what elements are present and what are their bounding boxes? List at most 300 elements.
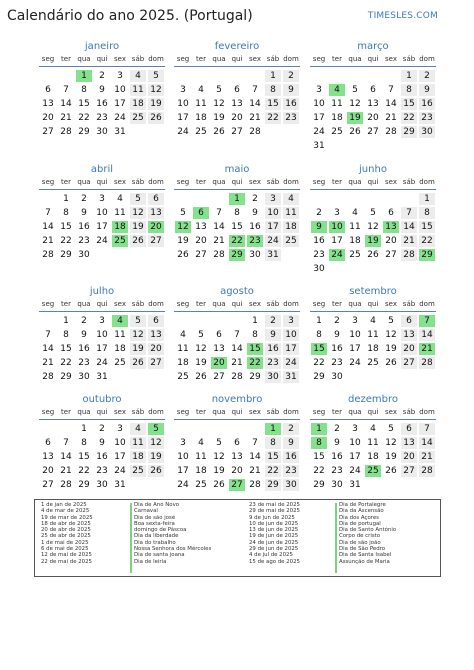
weekday-label: ter bbox=[61, 178, 71, 186]
day-cell: 1 bbox=[316, 316, 322, 326]
day-cell: 2 bbox=[283, 423, 299, 435]
holiday-day-cell: 20 bbox=[211, 357, 227, 369]
day-cell: 16 bbox=[283, 98, 299, 110]
holiday-name: Dia de Santo António bbox=[339, 527, 397, 534]
day-cell: 29 bbox=[249, 372, 261, 382]
holiday-date: 4 de mar de 2025 bbox=[41, 508, 90, 515]
day-cell: 28 bbox=[401, 249, 417, 261]
days-grid bbox=[174, 69, 300, 139]
day-cell: 25 bbox=[331, 127, 343, 137]
day-cell: 5 bbox=[388, 316, 394, 326]
empty-cell bbox=[193, 193, 209, 205]
day-cell: 18 bbox=[114, 344, 126, 354]
day-cell: 6 bbox=[148, 315, 164, 327]
day-cell: 15 bbox=[419, 221, 435, 233]
day-cell: 29 bbox=[60, 250, 72, 260]
day-cell: 30 bbox=[249, 250, 261, 260]
day-cell: 14 bbox=[249, 99, 261, 109]
holiday-day-cell: 25 bbox=[365, 465, 381, 477]
holiday-day-cell: 23 bbox=[247, 235, 263, 247]
day-cell: 20 bbox=[401, 343, 417, 355]
weekday-label: qui bbox=[231, 408, 243, 416]
day-cell: 12 bbox=[349, 99, 361, 109]
day-cell: 19 bbox=[130, 221, 146, 233]
empty-cell bbox=[329, 70, 345, 82]
day-cell: 7 bbox=[63, 85, 69, 95]
day-cell: 5 bbox=[388, 424, 394, 434]
day-cell: 27 bbox=[42, 480, 54, 490]
day-cell: 19 bbox=[148, 451, 164, 463]
day-cell: 6 bbox=[45, 438, 51, 448]
holiday-dates-col-2 bbox=[249, 502, 300, 565]
month-name: julho bbox=[89, 286, 115, 297]
month-setembro bbox=[310, 285, 436, 384]
day-cell: 10 bbox=[283, 329, 299, 341]
weekday-label: sex bbox=[114, 178, 126, 186]
weekday-label: sex bbox=[249, 178, 261, 186]
day-cell: 17 bbox=[349, 344, 361, 354]
day-cell: 28 bbox=[42, 372, 54, 382]
empty-cell bbox=[211, 70, 227, 82]
day-cell: 11 bbox=[195, 99, 207, 109]
weekday-label: qua bbox=[212, 408, 226, 416]
day-cell: 11 bbox=[177, 344, 189, 354]
holiday-day-cell: 1 bbox=[265, 423, 281, 435]
day-cell: 29 bbox=[313, 372, 325, 382]
weekday-label: ter bbox=[196, 408, 206, 416]
day-cell: 28 bbox=[213, 250, 225, 260]
day-cell: 6 bbox=[45, 85, 51, 95]
weekday-label: ter bbox=[61, 408, 71, 416]
month-junho bbox=[310, 163, 436, 276]
day-cell: 9 bbox=[283, 437, 299, 449]
day-cell: 15 bbox=[60, 222, 72, 232]
day-cell: 10 bbox=[177, 452, 189, 462]
weekday-label: qua bbox=[212, 55, 226, 63]
day-cell: 29 bbox=[265, 479, 281, 491]
holiday-date: 19 de jun de 2025 bbox=[249, 533, 299, 540]
day-cell: 23 bbox=[78, 236, 90, 246]
days-grid bbox=[39, 69, 165, 139]
weekday-label: sáb bbox=[266, 408, 280, 416]
empty-cell bbox=[247, 423, 263, 435]
month-dezembro bbox=[310, 393, 436, 492]
day-cell: 31 bbox=[349, 480, 361, 490]
day-cell: 5 bbox=[352, 85, 358, 95]
day-cell: 1 bbox=[265, 70, 281, 82]
empty-cell bbox=[383, 70, 399, 82]
days-grid bbox=[310, 422, 436, 492]
weekday-label: ter bbox=[61, 55, 71, 63]
day-cell: 16 bbox=[78, 344, 90, 354]
weekday-label: seg bbox=[176, 55, 190, 63]
day-cell: 17 bbox=[283, 343, 299, 355]
month-agosto bbox=[174, 285, 300, 384]
day-cell: 24 bbox=[96, 236, 108, 246]
day-cell: 24 bbox=[114, 466, 126, 476]
day-cell: 20 bbox=[231, 466, 243, 476]
month-name: setembro bbox=[349, 286, 397, 297]
day-cell: 9 bbox=[419, 84, 435, 96]
month-outubro bbox=[39, 393, 165, 492]
day-cell: 14 bbox=[401, 221, 417, 233]
day-cell: 1 bbox=[252, 316, 258, 326]
weekday-header bbox=[174, 54, 300, 67]
day-cell: 3 bbox=[117, 71, 123, 81]
holiday-date: 25 de abr de 2025 bbox=[41, 533, 91, 540]
empty-cell bbox=[175, 193, 191, 205]
weekday-label: sex bbox=[385, 55, 397, 63]
day-cell: 19 bbox=[385, 452, 397, 462]
day-cell: 2 bbox=[283, 70, 299, 82]
day-cell: 3 bbox=[180, 85, 186, 95]
weekday-label: sex bbox=[385, 178, 397, 186]
day-cell: 21 bbox=[213, 236, 225, 246]
weekday-label: ter bbox=[332, 178, 342, 186]
holiday-date: 29 de mai de 2025 bbox=[249, 508, 300, 515]
day-cell: 16 bbox=[249, 222, 261, 232]
days-grid bbox=[310, 192, 436, 276]
day-cell: 24 bbox=[265, 235, 281, 247]
day-cell: 18 bbox=[367, 344, 379, 354]
day-cell: 8 bbox=[316, 330, 322, 340]
day-cell: 11 bbox=[130, 84, 146, 96]
holiday-day-cell: 10 bbox=[329, 221, 345, 233]
month-name: fevereiro bbox=[214, 41, 260, 52]
day-cell: 28 bbox=[249, 127, 261, 137]
day-cell: 25 bbox=[177, 372, 189, 382]
weekday-label: sáb bbox=[266, 178, 280, 186]
day-cell: 17 bbox=[114, 99, 126, 109]
day-cell: 27 bbox=[385, 250, 397, 260]
day-cell: 13 bbox=[42, 99, 54, 109]
day-cell: 2 bbox=[334, 424, 340, 434]
day-cell: 31 bbox=[283, 371, 299, 383]
weekday-header bbox=[310, 407, 436, 420]
weekday-label: seg bbox=[312, 178, 326, 186]
day-cell: 8 bbox=[265, 84, 281, 96]
day-cell: 3 bbox=[352, 316, 358, 326]
day-cell: 23 bbox=[419, 112, 435, 124]
day-cell: 11 bbox=[114, 330, 126, 340]
day-cell: 21 bbox=[231, 358, 243, 368]
holiday-day-cell: 12 bbox=[175, 221, 191, 233]
day-cell: 12 bbox=[148, 437, 164, 449]
holiday-day-cell: 19 bbox=[347, 112, 363, 124]
weekday-label: qui bbox=[96, 408, 108, 416]
holiday-bar-2 bbox=[335, 503, 337, 573]
empty-cell bbox=[175, 315, 191, 327]
holiday-day-cell: 22 bbox=[247, 357, 263, 369]
empty-cell bbox=[193, 423, 209, 435]
day-cell: 21 bbox=[385, 113, 397, 123]
weekday-header bbox=[39, 407, 165, 420]
empty-cell bbox=[40, 193, 56, 205]
day-cell: 4 bbox=[370, 316, 376, 326]
day-cell: 20 bbox=[231, 113, 243, 123]
day-cell: 11 bbox=[283, 207, 299, 219]
day-cell: 15 bbox=[313, 452, 325, 462]
day-cell: 31 bbox=[313, 141, 325, 151]
weekday-label: dom bbox=[283, 178, 299, 186]
day-cell: 20 bbox=[42, 466, 54, 476]
holiday-bar-1 bbox=[130, 503, 132, 573]
day-cell: 9 bbox=[81, 330, 87, 340]
day-cell: 23 bbox=[313, 250, 325, 260]
month-name: abril bbox=[90, 164, 114, 175]
weekday-header bbox=[310, 299, 436, 312]
weekday-label: qua bbox=[212, 178, 226, 186]
weekday-label: sáb bbox=[402, 55, 416, 63]
day-cell: 28 bbox=[60, 127, 72, 137]
day-cell: 11 bbox=[114, 208, 126, 218]
holiday-names-col-2 bbox=[339, 502, 396, 565]
weekday-label: seg bbox=[176, 408, 190, 416]
day-cell: 2 bbox=[99, 424, 105, 434]
days-grid bbox=[310, 314, 436, 384]
day-cell: 27 bbox=[401, 357, 417, 369]
day-cell: 10 bbox=[349, 438, 361, 448]
day-cell: 18 bbox=[195, 466, 207, 476]
day-cell: 22 bbox=[313, 466, 325, 476]
holiday-date: 10 de jun de 2025 bbox=[249, 520, 299, 527]
empty-cell bbox=[40, 423, 56, 435]
empty-cell bbox=[229, 423, 245, 435]
day-cell: 26 bbox=[349, 127, 361, 137]
weekday-label: dom bbox=[283, 300, 299, 308]
day-cell: 13 bbox=[195, 222, 207, 232]
day-cell: 23 bbox=[265, 357, 281, 369]
day-cell: 22 bbox=[313, 358, 325, 368]
day-cell: 18 bbox=[283, 221, 299, 233]
weekday-label: sáb bbox=[402, 408, 416, 416]
weekday-label: sáb bbox=[402, 178, 416, 186]
holiday-day-cell: 20 bbox=[148, 221, 164, 233]
day-cell: 1 bbox=[63, 194, 69, 204]
day-cell: 14 bbox=[419, 437, 435, 449]
weekday-label: ter bbox=[61, 300, 71, 308]
holiday-day-cell: 8 bbox=[311, 437, 327, 449]
day-cell: 9 bbox=[334, 330, 340, 340]
weekday-label: qua bbox=[77, 408, 91, 416]
weekday-label: dom bbox=[419, 178, 435, 186]
day-cell: 10 bbox=[177, 99, 189, 109]
weekday-label: qui bbox=[96, 300, 108, 308]
day-cell: 30 bbox=[331, 480, 343, 490]
day-cell: 31 bbox=[265, 249, 281, 261]
empty-cell bbox=[211, 315, 227, 327]
day-cell: 5 bbox=[216, 85, 222, 95]
day-cell: 8 bbox=[401, 84, 417, 96]
day-cell: 8 bbox=[419, 207, 435, 219]
holiday-date: 23 de mai de 2025 bbox=[249, 502, 300, 508]
day-cell: 28 bbox=[249, 480, 261, 490]
days-grid bbox=[174, 192, 300, 262]
day-cell: 16 bbox=[78, 222, 90, 232]
day-cell: 1 bbox=[81, 424, 87, 434]
day-cell: 3 bbox=[117, 424, 123, 434]
day-cell: 11 bbox=[367, 438, 379, 448]
day-cell: 27 bbox=[148, 235, 164, 247]
day-cell: 16 bbox=[283, 451, 299, 463]
weekday-label: dom bbox=[148, 55, 164, 63]
day-cell: 30 bbox=[78, 250, 90, 260]
days-grid bbox=[39, 314, 165, 384]
day-cell: 3 bbox=[316, 85, 322, 95]
holiday-date: 29 de jun de 2025 bbox=[249, 546, 299, 553]
day-cell: 27 bbox=[42, 127, 54, 137]
day-cell: 7 bbox=[216, 208, 222, 218]
day-cell: 16 bbox=[96, 99, 108, 109]
day-cell: 28 bbox=[231, 372, 243, 382]
day-cell: 3 bbox=[180, 438, 186, 448]
day-cell: 26 bbox=[130, 235, 146, 247]
weekday-label: seg bbox=[41, 178, 55, 186]
day-cell: 18 bbox=[195, 113, 207, 123]
month-maio bbox=[174, 163, 300, 262]
empty-cell bbox=[365, 70, 381, 82]
holiday-name: Dia de leiria bbox=[134, 558, 167, 565]
day-cell: 16 bbox=[419, 98, 435, 110]
day-cell: 8 bbox=[63, 208, 69, 218]
day-cell: 13 bbox=[42, 452, 54, 462]
day-cell: 19 bbox=[195, 358, 207, 368]
day-cell: 8 bbox=[81, 85, 87, 95]
holiday-day-cell: 15 bbox=[247, 343, 263, 355]
holiday-name: domingo de Páscoa bbox=[134, 527, 187, 534]
day-cell: 18 bbox=[367, 452, 379, 462]
day-cell: 25 bbox=[130, 112, 146, 124]
weekday-label: sáb bbox=[131, 178, 145, 186]
day-cell: 15 bbox=[78, 452, 90, 462]
weekday-label: dom bbox=[148, 178, 164, 186]
holiday-day-cell: 7 bbox=[419, 315, 435, 327]
day-cell: 26 bbox=[385, 466, 397, 476]
empty-cell bbox=[58, 70, 74, 82]
day-cell: 5 bbox=[180, 208, 186, 218]
month-julho bbox=[39, 285, 165, 384]
day-cell: 19 bbox=[385, 344, 397, 354]
holiday-name: Dia de são joão bbox=[339, 539, 381, 546]
day-cell: 7 bbox=[63, 438, 69, 448]
day-cell: 30 bbox=[283, 479, 299, 491]
day-cell: 1 bbox=[419, 193, 435, 205]
day-cell: 19 bbox=[130, 343, 146, 355]
day-cell: 26 bbox=[213, 480, 225, 490]
day-cell: 17 bbox=[349, 452, 361, 462]
brand-logo[interactable]: TIMESLES.COM bbox=[367, 11, 438, 21]
day-cell: 12 bbox=[195, 344, 207, 354]
weekday-label: ter bbox=[196, 55, 206, 63]
day-cell: 4 bbox=[130, 70, 146, 82]
day-cell: 11 bbox=[195, 452, 207, 462]
day-cell: 8 bbox=[63, 330, 69, 340]
weekday-label: dom bbox=[283, 55, 299, 63]
day-cell: 1 bbox=[401, 70, 417, 82]
day-cell: 2 bbox=[265, 315, 281, 327]
empty-cell bbox=[193, 70, 209, 82]
day-cell: 9 bbox=[252, 208, 258, 218]
day-cell: 7 bbox=[45, 208, 51, 218]
day-cell: 26 bbox=[177, 250, 189, 260]
day-cell: 26 bbox=[195, 372, 207, 382]
holiday-date: 20 de abr de 2025 bbox=[41, 527, 91, 534]
day-cell: 4 bbox=[117, 194, 123, 204]
day-cell: 5 bbox=[130, 315, 146, 327]
day-cell: 9 bbox=[81, 208, 87, 218]
day-cell: 12 bbox=[385, 438, 397, 448]
day-cell: 25 bbox=[195, 480, 207, 490]
day-cell: 17 bbox=[114, 452, 126, 462]
day-cell: 4 bbox=[180, 330, 186, 340]
day-cell: 11 bbox=[367, 330, 379, 340]
holiday-list bbox=[34, 499, 441, 577]
month-março bbox=[310, 40, 436, 153]
holiday-names-col-1 bbox=[134, 502, 211, 565]
day-cell: 24 bbox=[283, 357, 299, 369]
holiday-date: 1 de jan de 2025 bbox=[41, 502, 87, 508]
days-grid bbox=[174, 422, 300, 492]
day-cell: 20 bbox=[148, 343, 164, 355]
day-cell: 28 bbox=[42, 250, 54, 260]
day-cell: 22 bbox=[265, 112, 281, 124]
day-cell: 30 bbox=[331, 372, 343, 382]
day-cell: 21 bbox=[249, 466, 261, 476]
day-cell: 20 bbox=[367, 113, 379, 123]
day-cell: 25 bbox=[283, 235, 299, 247]
day-cell: 7 bbox=[401, 207, 417, 219]
day-cell: 27 bbox=[195, 250, 207, 260]
day-cell: 26 bbox=[385, 358, 397, 368]
weekday-label: sex bbox=[249, 408, 261, 416]
day-cell: 19 bbox=[213, 113, 225, 123]
day-cell: 17 bbox=[265, 221, 281, 233]
day-cell: 3 bbox=[99, 316, 105, 326]
day-cell: 3 bbox=[99, 194, 105, 204]
day-cell: 24 bbox=[96, 358, 108, 368]
day-cell: 21 bbox=[249, 113, 261, 123]
day-cell: 9 bbox=[99, 438, 105, 448]
holiday-name: Dia do trabalho bbox=[134, 539, 176, 546]
holiday-day-cell: 21 bbox=[419, 343, 435, 355]
weekday-label: dom bbox=[148, 408, 164, 416]
day-cell: 26 bbox=[148, 465, 164, 477]
holiday-name: Dia de Ano Novo bbox=[134, 502, 180, 508]
weekday-label: ter bbox=[196, 300, 206, 308]
day-cell: 23 bbox=[331, 358, 343, 368]
holiday-name: Dia de portugal bbox=[339, 520, 381, 527]
day-cell: 14 bbox=[60, 99, 72, 109]
weekday-label: qui bbox=[231, 300, 243, 308]
day-cell: 3 bbox=[283, 315, 299, 327]
day-cell: 7 bbox=[419, 423, 435, 435]
holiday-name: Dia de Santa Isabel bbox=[339, 552, 392, 559]
day-cell: 15 bbox=[60, 344, 72, 354]
day-cell: 5 bbox=[198, 330, 204, 340]
day-cell: 19 bbox=[213, 466, 225, 476]
holiday-name: Nossa Senhora dos Mércoles bbox=[134, 546, 212, 553]
day-cell: 27 bbox=[367, 127, 379, 137]
day-cell: 19 bbox=[177, 236, 189, 246]
day-cell: 4 bbox=[130, 423, 146, 435]
day-cell: 4 bbox=[198, 438, 204, 448]
day-cell: 15 bbox=[231, 222, 243, 232]
month-name: janeiro bbox=[84, 41, 120, 52]
day-cell: 15 bbox=[78, 99, 90, 109]
day-cell: 17 bbox=[177, 466, 189, 476]
day-cell: 14 bbox=[213, 222, 225, 232]
day-cell: 16 bbox=[331, 452, 343, 462]
